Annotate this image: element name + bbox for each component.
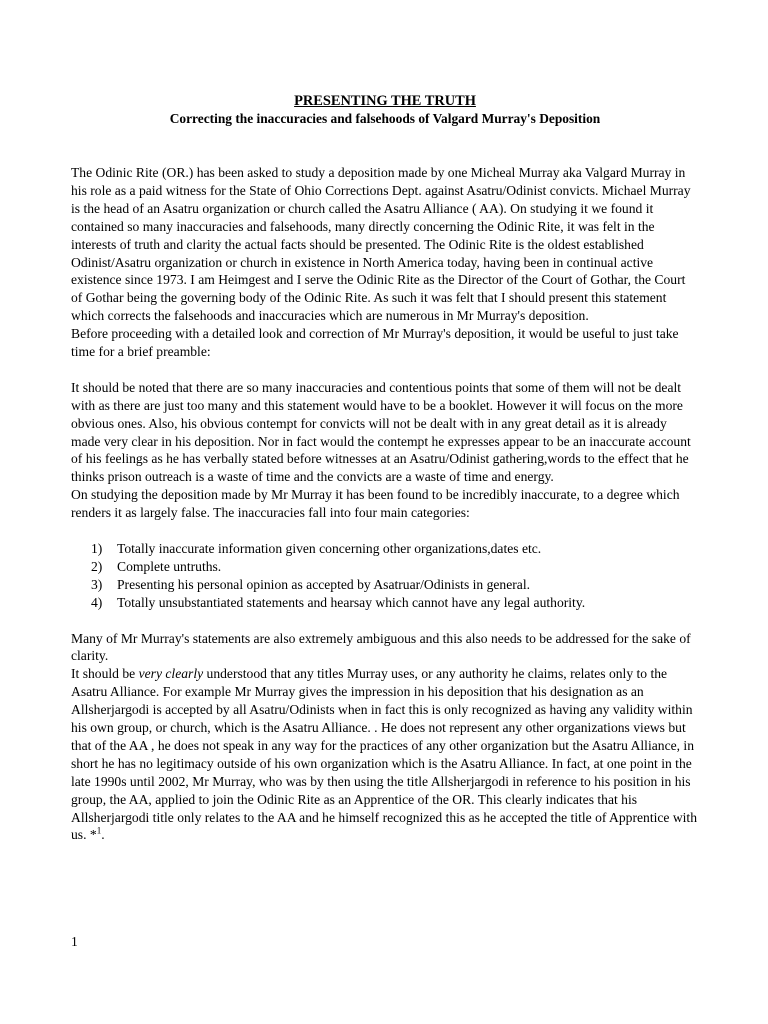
list-item-text: Presenting his personal opinion as accepted by Asatruar/Odinists in general. <box>117 576 531 592</box>
list-item-number: 3) <box>91 576 103 592</box>
list-item-text: Complete untruths. <box>117 558 222 574</box>
paragraph-titles-body: understood that any titles Murray uses, or any authority he claims, relates only to the Asatru Alliance. For example Mr Murray gives the impression in his deposition that his designation as an Allsherjargodi is accepted by all Asatru/Odinists when in fact this is only recognized as having any validity within his own group, or church, which is the Asatru Alliance. . He does not represent any other organizations views but that of the AA , he does not speak in any way for the practices of any other organization but the Asatru Alliance, in short he has no legitimacy outside of his own organization which is the Asatru Alliance. In fact, at one point in the late 1990s until 2002, Mr Murray, who was by then using the title Allsherjargodi in reference to his position in his group, the AA, applied to join the Odinic Rite as an Apprentice of the OR. This clearly indicates that his Allsherjargodi title only relates to the AA and he himself recognized this as he accepted the title of Apprentice with us. * <box>71 666 698 843</box>
list-item-text: Totally unsubstantiated statements and hearsay which cannot have any legal authority. <box>117 594 586 610</box>
list-item-number: 1) <box>91 541 103 556</box>
list-item-number: 2) <box>91 558 103 574</box>
paragraph-ambiguity: Many of Mr Murray's statements are also extremely ambiguous and this also needs to be addressed for the sake of clarity. <box>71 630 691 664</box>
list-item <box>71 594 699 612</box>
document-subtitle: Correcting the inaccuracies and falsehoods of Valgard Murray's Deposition <box>169 111 601 126</box>
list-item <box>71 540 699 558</box>
paragraph-titles <box>71 665 699 844</box>
page-number: 1 <box>71 934 78 949</box>
list-item <box>71 576 699 594</box>
list-item-text: Totally inaccurate information given concerning other organizations,dates etc. <box>117 541 542 556</box>
paragraph-gap <box>71 522 699 540</box>
categories-list <box>71 540 699 612</box>
paragraph-preamble-lead: Before proceeding with a detailed look and correction of Mr Murray's deposition, it would be useful to just take time for a brief preamble: <box>71 326 679 360</box>
footnote-marker: 1 <box>96 825 102 836</box>
list-item-number: 4) <box>91 594 103 610</box>
paragraph-gap <box>71 361 699 379</box>
document-title: PRESENTING THE TRUTH <box>294 93 476 109</box>
paragraph-inaccuracies-note: It should be noted that there are so many inaccuracies and contentious points that some of them will not be dealt with as there are just too many and this statement would have to be a booklet. However it will focus on the more obvious ones. Also, his obvious contempt for convicts will not be dealt with in any great detail as it is already made very clear in his deposition. Nor in fact would the contempt he expresses appear to be an inaccurate account of his feelings as he has verbally stated before witnesses at an Asatru/Odinist gathering,words to the effect that he thinks prison outreach is a waste of time and the convicts are a waste of time and energy. <box>71 379 691 485</box>
emphasis-text: very clearly <box>138 666 204 682</box>
paragraph-categories-lead: On studying the deposition made by Mr Murray it has been found to be incredibly inaccurate, to a degree which renders it as largely false. The inaccuracies fall into four main categories: <box>71 487 680 521</box>
paragraph-titles-start: It should be <box>71 666 139 682</box>
document-page <box>71 92 699 844</box>
paragraph-gap <box>71 612 699 630</box>
paragraph-intro: The Odinic Rite (OR.) has been asked to study a deposition made by one Micheal Murray aka Valgard Murray in his role as a paid witness for the State of Ohio Corrections Dept. against Asatru/Odinist convicts. Michael Murray is the head of an Asatru organization or church called the Asatru Alliance ( AA). On studying it we found it contained so many inaccuracies and falsehoods, many directly concerning the Odinic Rite, it was felt in the interests of truth and clarity the actual facts should be presented. The Odinic Rite is the oldest established Odinist/Asatru organization or church in existence in North America today, having been in continual active existence since 1973. I am Heimgest and I serve the Odinic Rite as the Director of the Court of Gothar, the Court of Gothar being the governing body of the Odinic Rite. As such it was felt that I should present this statement which corrects the falsehoods and inaccuracies which are numerous in Mr Murray's deposition. <box>71 165 691 324</box>
paragraph-titles-end: . <box>101 827 105 843</box>
list-item <box>71 558 699 576</box>
